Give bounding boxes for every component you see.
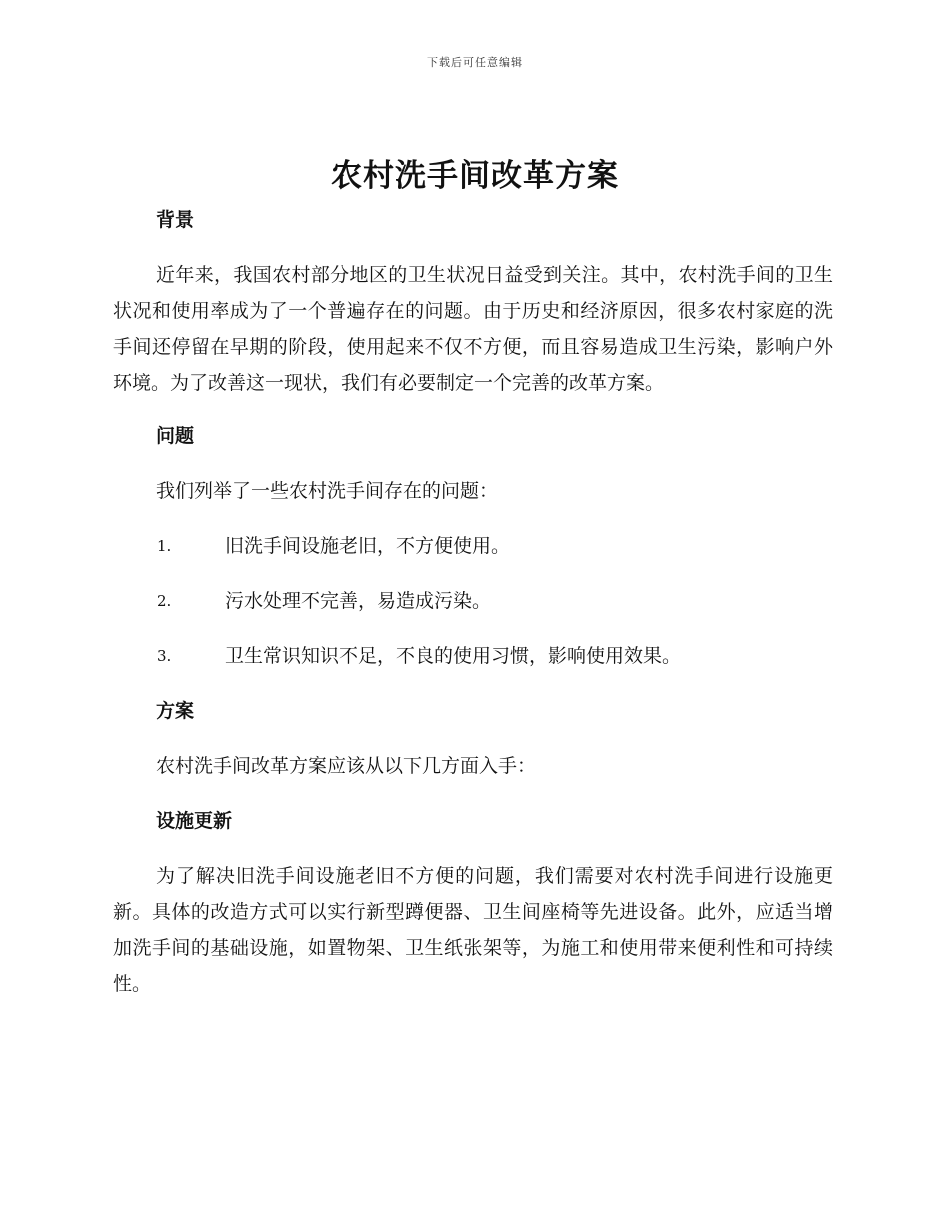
- list-item: [113, 636, 833, 676]
- section-heading-background: 背景: [156, 209, 195, 231]
- list-item: [113, 581, 833, 621]
- document-body: [113, 200, 833, 1002]
- list-item-number: 3.: [157, 647, 172, 665]
- list-item-text: 污水处理不完善，易造成污染。: [225, 590, 492, 612]
- header-note: 下载后可任意编辑: [427, 56, 523, 69]
- list-item: [113, 526, 833, 566]
- problems-list: [113, 526, 833, 676]
- problems-intro: 我们列举了一些农村洗手间存在的问题：: [156, 480, 499, 502]
- section-heading-problems: 问题: [156, 425, 195, 447]
- section-heading-plan: 方案: [156, 700, 195, 722]
- list-item-text: 旧洗手间设施老旧，不方便使用。: [225, 535, 511, 557]
- background-paragraph: 近年来，我国农村部分地区的卫生状况日益受到关注。其中，农村洗手间的卫生状况和使用率成为了一个普遍存在的问题。由于历史和经济原因，很多农村家庭的洗手间还停留在早期的阶段，使用起来不仅不方便，而且容易造成卫生污染，影响户外环境。为了改善这一现状，我们有必要制定一个完善的改革方案。: [113, 264, 833, 394]
- list-item-number: 2.: [157, 592, 172, 610]
- section-heading-facilities: 设施更新: [156, 810, 233, 832]
- list-item-number: 1.: [157, 537, 172, 555]
- document-title: 农村洗手间改革方案: [331, 158, 619, 194]
- plan-intro: 农村洗手间改革方案应该从以下几方面入手：: [156, 755, 537, 777]
- list-item-text: 卫生常识知识不足，不良的使用习惯，影响使用效果。: [225, 645, 682, 667]
- facilities-paragraph: 为了解决旧洗手间设施老旧不方便的问题，我们需要对农村洗手间进行设施更新。具体的改造方式可以实行新型蹲便器、卫生间座椅等先进设备。此外，应适当增加洗手间的基础设施，如置物架、卫生纸张架等，为施工和使用带来便利性和可持续性。: [113, 865, 833, 995]
